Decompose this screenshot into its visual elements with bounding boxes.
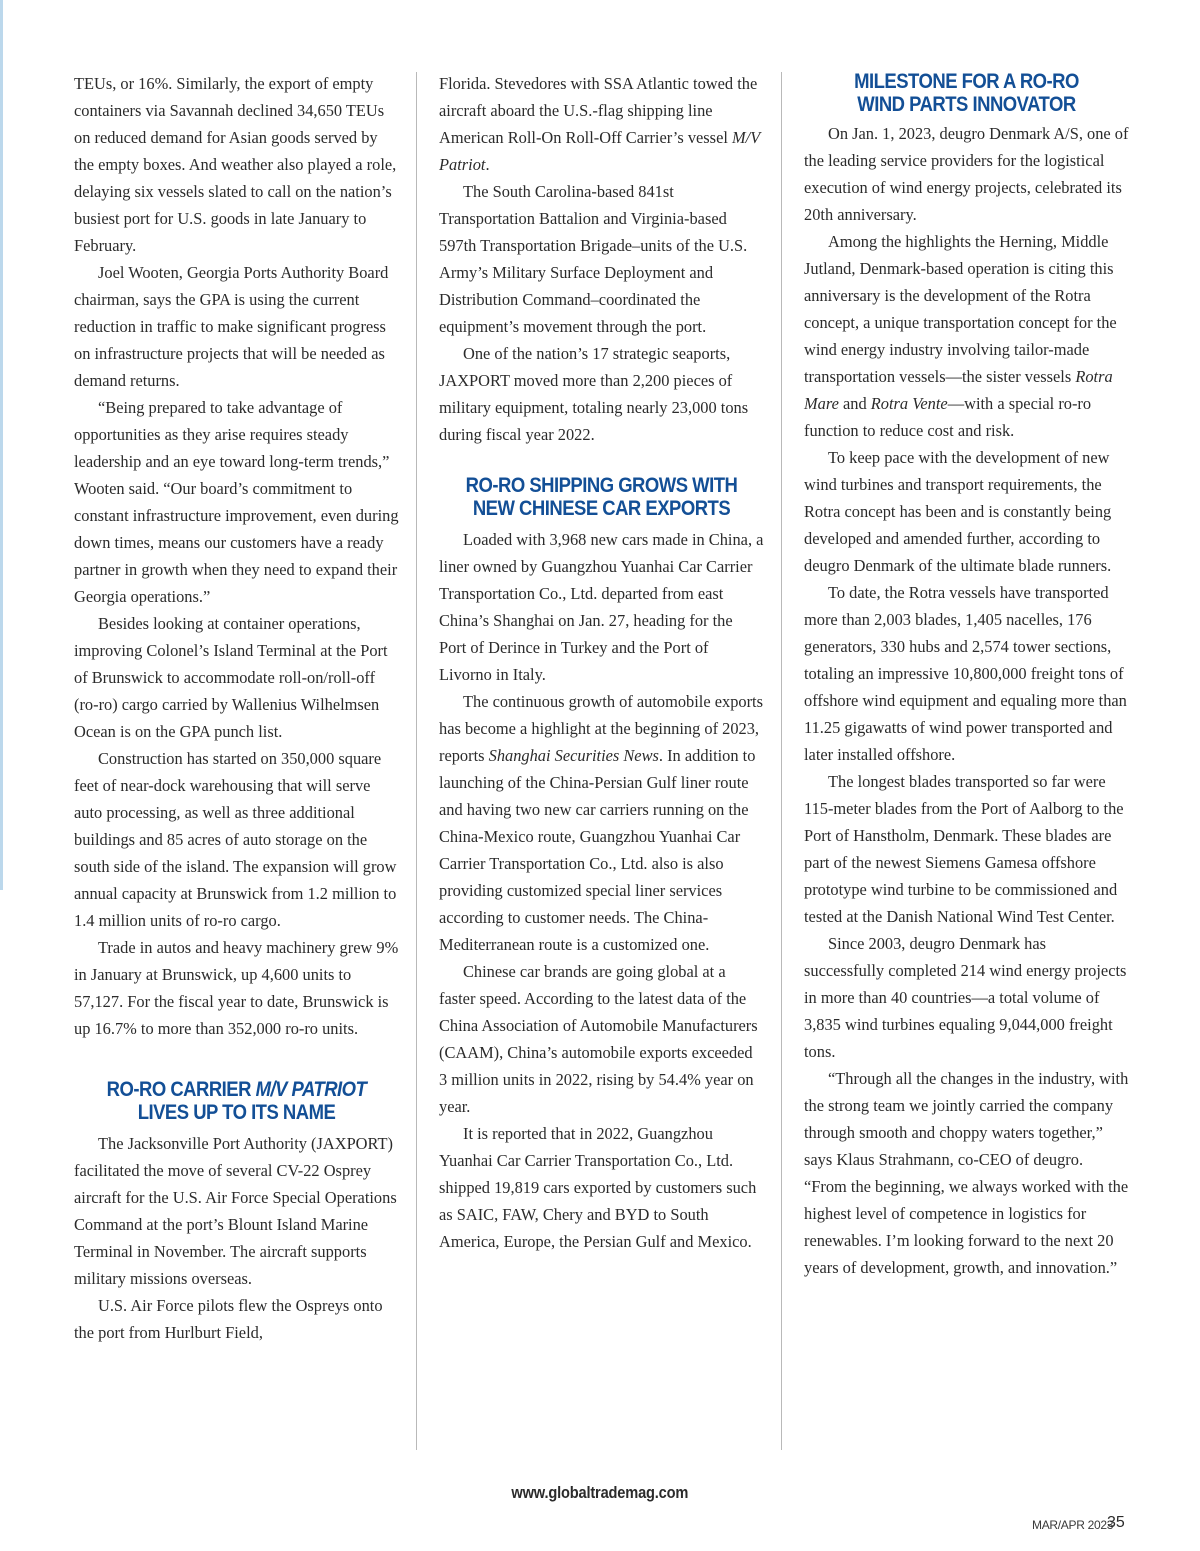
paragraph: The South Carolina-based 841st Transportation Battalion and Virginia-based 597th Transportation Brigade–units of the U.S. Army’s Military Surface Deployment and Distribution Command–coordinated the equipment’s movement through the port. — [439, 182, 748, 336]
column-3 — [804, 70, 1129, 1281]
vessel-name: Rotra Vente — [870, 394, 948, 413]
paragraph: Besides looking at container operations, improving Colonel’s Island Terminal at the Port of Brunswick to accommodate roll-on/roll-off (ro-ro) cargo carried by Wallenius Wilhelmsen Ocean is on the GPA punch list. — [74, 614, 388, 741]
paragraph: Construction has started on 350,000 square feet of near-dock warehousing that will serve auto processing, as well as three additional buildings and 85 acres of auto storage on the south side of the island. The expansion will grow annual capacity at Brunswick from 1.2 million to 1.4 million units of ro-ro cargo. — [74, 749, 397, 930]
heading-text: RO-RO CARRIER — [106, 1077, 256, 1101]
paragraph: To date, the Rotra vessels have transported more than 2,003 blades, 1,405 nacelles, 176 generators, 330 hubs and 2,574 tower sections, totaling an impressive 10,800,000 freight tons of offshore wind equipment and equaling more than 11.25 gigawatts of wind power transported and later installed offshore. — [804, 583, 1127, 764]
paragraph: To keep pace with the development of new wind turbines and transport requirements, the Rotra concept has been and is constantly being developed and amended further, according to deugro Denmark of the ultimate blade runners. — [804, 448, 1112, 575]
paragraph: TEUs, or 16%. Similarly, the export of empty containers via Savannah declined 34,650 TEUs on reduced demand for Asian goods served by the empty boxes. And weather also played a role, delaying six vessels slated to call on the nation’s busiest port for U.S. goods in late January to February. — [74, 74, 397, 255]
paragraph: Joel Wooten, Georgia Ports Authority Board chairman, says the GPA is using the current reduction in traffic to make significant progress on infrastructure projects that will be needed as demand returns. — [74, 263, 389, 390]
paragraph: U.S. Air Force pilots flew the Ospreys onto the port from Hurlburt Field, — [74, 1296, 383, 1342]
page-edge-line — [0, 0, 3, 890]
footer-website[interactable]: www.globaltrademag.com — [511, 1483, 689, 1502]
paragraph: “Being prepared to take advantage of opportunities as they arise requires steady leadership and an eye toward long-term trends,” Wooten said. “Our board’s commitment to constant infrastructure improvement, even during down times, means our customers have a ready partner in growth when they need to expand their Georgia operations.” — [74, 398, 399, 606]
heading-text: MILESTONE FOR A RO-RO — [854, 69, 1079, 93]
paragraph: “Through all the changes in the industry, with the strong team we jointly carried the company through smooth and choppy waters together,” says Klaus Strahmann, co-CEO of deugro. “From the beginning, we always worked with the highest level of competence in logistics for renewables. I’m looking forward to the next 20 years of development, growth, and innovation.” — [804, 1069, 1129, 1277]
vessel-name: M/V Patriot — [439, 128, 760, 174]
heading-text: LIVES UP TO ITS NAME — [137, 1100, 336, 1124]
section-heading-patriot — [97, 1078, 377, 1124]
paragraph: The continuous growth of automobile exports has become a highlight at the beginning of 2023, reports Shanghai Securities News. In addition to launching of the China-Persian Gulf liner route and having two new car carriers running on the China-Mexico route, Guangzhou Yuanhai Car Carrier Transportation Co., Ltd. also is also providing customized special liner services according to customer needs. The China-Mediterranean route is a customized one. — [439, 692, 763, 954]
paragraph: On Jan. 1, 2023, deugro Denmark A/S, one of the leading service providers for the logistical execution of wind energy projects, celebrated its 20th anniversary. — [804, 124, 1129, 224]
paragraph: Chinese car brands are going global at a faster speed. According to the latest data of the China Association of Automobile Manufacturers (CAAM), China’s automobile exports exceeded 3 million units in 2022, rising by 54.4% year on year. — [439, 962, 758, 1116]
paragraph: Since 2003, deugro Denmark has successfully completed 214 wind energy projects in more than 40 countries—a total volume of 3,835 wind turbines equaling 9,044,000 freight tons. — [804, 934, 1127, 1061]
column-divider-1 — [416, 72, 417, 1450]
column-2 — [439, 70, 764, 1255]
publication-name: Shanghai Securities News — [488, 746, 659, 765]
paragraph: One of the nation’s 17 strategic seaports, JAXPORT moved more than 2,200 pieces of military equipment, totaling nearly 23,000 tons during fiscal year 2022. — [439, 344, 749, 444]
paragraph: The Jacksonville Port Authority (JAXPORT) facilitated the move of several CV-22 Osprey aircraft for the U.S. Air Force Special Operations Command at the port’s Blount Island Marine Terminal in November. The aircraft supports military missions overseas. — [74, 1134, 397, 1288]
paragraph: It is reported that in 2022, Guangzhou Yuanhai Car Carrier Transportation Co., Ltd. shipped 19,819 cars exported by customers such as SAIC, FAW, Chery and BYD to South America, Europe, the Persian Gulf and Mexico. — [439, 1124, 757, 1251]
column-divider-2 — [781, 72, 782, 1450]
paragraph: The longest blades transported so far were 115-meter blades from the Port of Aalborg to the Port of Hanstholm, Denmark. These blades are part of the newest Siemens Gamesa offshore prototype wind turbine to be commissioned and tested at the Danish National Wind Test Center. — [804, 772, 1124, 926]
page-number: 35 — [1107, 1514, 1125, 1531]
vessel-name: Rotra Mare — [804, 367, 1113, 413]
paragraph: Florida. Stevedores with SSA Atlantic towed the aircraft aboard the U.S.-flag shipping line American Roll-On Roll-Off Carrier’s vessel M/V Patriot. — [439, 74, 760, 174]
paragraph: Loaded with 3,968 new cars made in China, a liner owned by Guangzhou Yuanhai Car Carrier Transportation Co., Ltd. departed from east China’s Shanghai on Jan. 27, heading for the Port of Derince in Turkey and the Port of Livorno in Italy. — [439, 530, 764, 684]
paragraph: Trade in autos and heavy machinery grew 9% in January at Brunswick, up 4,600 units to 57,127. For the fiscal year to date, Brunswick is up 16.7% to more than 352,000 ro-ro units. — [74, 938, 399, 1038]
section-heading-chinese-car-exports — [462, 474, 742, 520]
heading-vessel-name: M/V PATRIOT — [255, 1077, 367, 1101]
heading-text: RO-RO SHIPPING GROWS WITH — [465, 473, 738, 497]
paragraph: Among the highlights the Herning, Middle Jutland, Denmark-based operation is citing this anniversary is the development of the Rotra concept, a unique transportation concept for the wind energy industry involving tailor-made transportation vessels—the sister vessels Rotra Mare and Rotra Vente—with a special ro-ro function to reduce cost and risk. — [804, 232, 1117, 440]
column-1 — [74, 70, 399, 1346]
heading-text: NEW CHINESE CAR EXPORTS — [472, 496, 731, 520]
heading-text: WIND PARTS INNOVATOR — [857, 92, 1076, 116]
footer-issue-date: MAR/APR 2023 — [1032, 1518, 1114, 1532]
section-heading-wind-parts — [827, 70, 1107, 116]
